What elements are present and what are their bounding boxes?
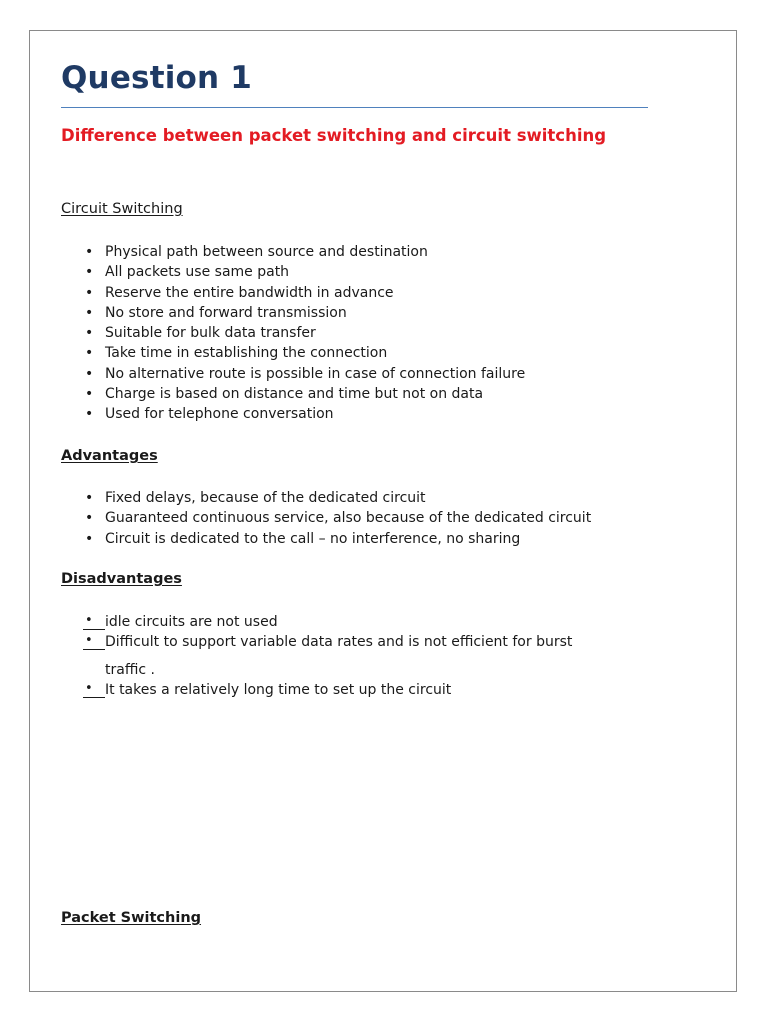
list-item-text-continuation: traffic .	[105, 662, 155, 678]
bullet-icon: •	[85, 365, 94, 382]
bullet-icon: •	[85, 284, 94, 301]
list-item-text: Fixed delays, because of the dedicated circuit	[105, 490, 426, 506]
list-item	[61, 404, 525, 424]
list-item-text: No alternative route is possible in case of connection failure	[105, 365, 526, 382]
list-item	[61, 323, 525, 343]
bullet-icon: •	[83, 680, 105, 698]
list-item-text: All packets use same path	[105, 264, 290, 281]
list-item	[61, 283, 525, 303]
list-item-text: Physical path between source and destination	[105, 244, 428, 260]
list-item	[61, 303, 525, 323]
section-title-packet-switching: Packet Switching	[61, 910, 202, 926]
list-item-text: Circuit is dedicated to the call – no interference, no sharing	[105, 530, 521, 547]
list-item	[61, 680, 665, 700]
list-item-text: Take time in establishing the connection	[105, 345, 388, 362]
list-item	[61, 384, 525, 404]
advantages-list	[61, 488, 591, 549]
list-item-text: Reserve the entire bandwidth in advance	[105, 284, 394, 301]
list-item	[61, 343, 525, 363]
section-title-disadvantages: Disadvantages	[61, 571, 182, 587]
list-item-text: No store and forward transmission	[105, 304, 347, 321]
list-item	[61, 508, 591, 528]
list-item	[61, 488, 591, 508]
list-item	[61, 612, 665, 632]
section-title-circuit-switching: Circuit Switching	[61, 201, 183, 217]
list-item-text: Charge is based on distance and time but not on data	[105, 386, 484, 403]
bullet-icon: •	[85, 530, 94, 547]
list-item-text: Guaranteed continuous service, also because of the dedicated circuit	[105, 510, 592, 527]
list-item-text: idle circuits are not used	[105, 614, 278, 630]
circuit-switching-list	[61, 242, 525, 425]
title-underline-divider	[61, 107, 648, 108]
bullet-icon: •	[85, 490, 94, 506]
list-item-text: Difficult to support variable data rates and is not efficient for burst	[105, 634, 573, 650]
bullet-icon: •	[85, 264, 94, 281]
list-item-text: It takes a relatively long time to set up the circuit	[105, 682, 452, 698]
bullet-icon: •	[83, 632, 105, 650]
list-item	[61, 632, 665, 680]
list-item	[61, 242, 525, 262]
list-item-text: Suitable for bulk data transfer	[105, 325, 316, 342]
list-item	[61, 364, 525, 384]
bullet-icon: •	[85, 510, 94, 527]
bullet-icon: •	[85, 386, 94, 403]
section-title-advantages: Advantages	[61, 448, 158, 464]
list-item-text: Used for telephone conversation	[105, 406, 334, 423]
bullet-icon: •	[85, 244, 94, 260]
bullet-icon: •	[83, 612, 105, 630]
document-subtitle: Difference between packet switching and circuit switching	[61, 126, 607, 145]
list-item	[61, 529, 591, 549]
page-title: Question 1	[61, 60, 253, 96]
bullet-icon: •	[85, 345, 94, 362]
bullet-icon: •	[85, 325, 94, 342]
list-item	[61, 262, 525, 282]
bullet-icon: •	[85, 406, 94, 423]
bullet-icon: •	[85, 304, 94, 321]
disadvantages-list	[61, 612, 665, 700]
